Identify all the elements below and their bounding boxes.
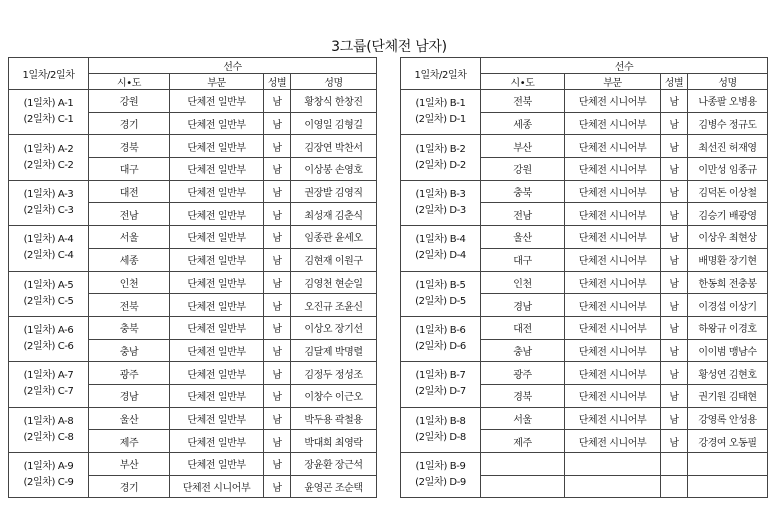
gender-cell: 남 xyxy=(264,248,291,271)
names-cell: 강영록 안성용 xyxy=(688,407,768,430)
header-category: 부문 xyxy=(170,74,264,90)
names-cell: 임종관 윤세오 xyxy=(291,226,377,249)
table-row xyxy=(9,362,377,385)
gender-cell: 남 xyxy=(661,362,688,385)
round-cell xyxy=(401,271,481,316)
region-cell: 광주 xyxy=(89,362,170,385)
round-label: (1일차) B-2 xyxy=(415,143,466,155)
region-cell: 강원 xyxy=(481,158,565,181)
gender-cell: 남 xyxy=(661,430,688,453)
region-cell: 울산 xyxy=(481,226,565,249)
gender-cell: 남 xyxy=(264,430,291,453)
region-cell xyxy=(481,475,565,498)
category-cell: 단체전 시니어부 xyxy=(565,226,661,249)
region-cell: 전남 xyxy=(89,203,170,226)
gender-cell xyxy=(661,453,688,476)
region-cell: 경남 xyxy=(481,294,565,317)
category-cell: 단체전 일반부 xyxy=(170,203,264,226)
names-cell: 김장연 박찬서 xyxy=(291,135,377,158)
round-cell xyxy=(401,362,481,407)
table-row xyxy=(9,180,377,203)
region-cell: 제주 xyxy=(481,430,565,453)
group-table-right xyxy=(400,57,768,498)
header-names: 성명 xyxy=(291,74,377,90)
names-cell: 이상오 장기선 xyxy=(291,316,377,339)
category-cell: 단체전 시니어부 xyxy=(565,158,661,181)
round-label: (1일차) A-2 xyxy=(23,143,74,155)
round-label: (2일차) D-3 xyxy=(415,204,466,216)
table-row xyxy=(401,135,768,158)
names-cell: 하왕규 이경호 xyxy=(688,316,768,339)
gender-cell: 남 xyxy=(264,294,291,317)
gender-cell: 남 xyxy=(661,203,688,226)
round-label: (2일차) C-9 xyxy=(23,477,74,489)
names-cell: 장윤환 장근석 xyxy=(291,453,377,476)
names-cell: 이만성 임종규 xyxy=(688,158,768,181)
names-cell: 강경여 오동필 xyxy=(688,430,768,453)
names-cell: 배명환 장기현 xyxy=(688,248,768,271)
names-cell: 김병수 정규도 xyxy=(688,112,768,135)
names-cell: 나종팔 오병용 xyxy=(688,90,768,113)
category-cell: 단체전 시니어부 xyxy=(565,203,661,226)
region-cell: 경북 xyxy=(481,384,565,407)
round-cell xyxy=(9,362,89,407)
table-row xyxy=(401,271,768,294)
region-cell: 대전 xyxy=(481,316,565,339)
names-cell: 이영일 김형길 xyxy=(291,112,377,135)
category-cell: 단체전 시니어부 xyxy=(565,135,661,158)
names-cell: 김승기 배광영 xyxy=(688,203,768,226)
header-gender: 성별 xyxy=(661,74,688,90)
category-cell: 단체전 일반부 xyxy=(170,112,264,135)
header-region: 시•도 xyxy=(89,74,170,90)
table-row xyxy=(401,362,768,385)
round-label: (2일차) D-1 xyxy=(415,114,466,126)
header-category: 부문 xyxy=(565,74,661,90)
round-cell xyxy=(401,453,481,498)
round-label: (1일차) A-8 xyxy=(23,415,74,427)
gender-cell: 남 xyxy=(264,90,291,113)
table-row xyxy=(9,316,377,339)
region-cell: 부산 xyxy=(89,453,170,476)
names-cell: 권기원 김태현 xyxy=(688,384,768,407)
round-label: (1일차) A-3 xyxy=(23,188,74,200)
table-row xyxy=(9,135,377,158)
round-label: (2일차) C-6 xyxy=(23,341,74,353)
category-cell: 단체전 시니어부 xyxy=(565,430,661,453)
header-round: 1일차/2일차 xyxy=(401,58,481,90)
names-cell: 이상봉 손영호 xyxy=(291,158,377,181)
round-label: (2일차) C-5 xyxy=(23,295,74,307)
gender-cell: 남 xyxy=(661,158,688,181)
names-cell: 권장발 김영직 xyxy=(291,180,377,203)
names-cell: 박두용 곽철용 xyxy=(291,407,377,430)
gender-cell xyxy=(661,475,688,498)
region-cell: 세종 xyxy=(481,112,565,135)
gender-cell: 남 xyxy=(264,453,291,476)
gender-cell: 남 xyxy=(264,407,291,430)
header-player: 선수 xyxy=(89,58,377,74)
region-cell: 서울 xyxy=(481,407,565,430)
group-table-left xyxy=(8,57,377,498)
table-row xyxy=(401,453,768,476)
region-cell: 전남 xyxy=(481,203,565,226)
category-cell: 단체전 일반부 xyxy=(170,90,264,113)
table-row xyxy=(401,316,768,339)
category-cell: 단체전 시니어부 xyxy=(565,407,661,430)
gender-cell: 남 xyxy=(661,226,688,249)
category-cell: 단체전 시니어부 xyxy=(565,90,661,113)
region-cell: 서울 xyxy=(89,226,170,249)
round-label: (2일차) C-8 xyxy=(23,431,74,443)
gender-cell: 남 xyxy=(264,158,291,181)
region-cell: 충북 xyxy=(89,316,170,339)
gender-cell: 남 xyxy=(264,316,291,339)
category-cell: 단체전 일반부 xyxy=(170,248,264,271)
names-cell: 김영천 현순일 xyxy=(291,271,377,294)
category-cell: 단체전 일반부 xyxy=(170,294,264,317)
round-label: (1일차) A-9 xyxy=(23,461,74,473)
region-cell: 전북 xyxy=(89,294,170,317)
names-cell: 최성재 김춘식 xyxy=(291,203,377,226)
names-cell xyxy=(688,475,768,498)
round-cell xyxy=(9,453,89,498)
gender-cell: 남 xyxy=(264,112,291,135)
region-cell: 경기 xyxy=(89,112,170,135)
gender-cell: 남 xyxy=(661,180,688,203)
round-label: (1일차) B-8 xyxy=(415,415,466,427)
region-cell: 경남 xyxy=(89,384,170,407)
round-label: (1일차) B-1 xyxy=(415,98,466,110)
gender-cell: 남 xyxy=(661,271,688,294)
names-cell: 황성연 김현호 xyxy=(688,362,768,385)
gender-cell: 남 xyxy=(264,203,291,226)
round-label: (1일차) A-5 xyxy=(23,279,74,291)
gender-cell: 남 xyxy=(264,362,291,385)
gender-cell: 남 xyxy=(264,384,291,407)
round-label: (2일차) D-4 xyxy=(415,250,466,262)
round-label: (1일차) B-4 xyxy=(415,234,466,246)
round-label: (1일차) B-7 xyxy=(415,370,466,382)
round-label: (2일차) D-9 xyxy=(415,477,466,489)
round-label: (2일차) D-7 xyxy=(415,386,466,398)
category-cell xyxy=(565,475,661,498)
region-cell: 충남 xyxy=(89,339,170,362)
table-row xyxy=(9,271,377,294)
names-cell: 이상우 최현상 xyxy=(688,226,768,249)
region-cell: 대구 xyxy=(481,248,565,271)
category-cell: 단체전 일반부 xyxy=(170,339,264,362)
names-cell: 황창식 한창진 xyxy=(291,90,377,113)
names-cell: 박대희 최영락 xyxy=(291,430,377,453)
region-cell: 전북 xyxy=(481,90,565,113)
category-cell xyxy=(565,453,661,476)
gender-cell: 남 xyxy=(661,316,688,339)
round-cell xyxy=(9,226,89,271)
round-cell xyxy=(401,90,481,135)
gender-cell: 남 xyxy=(661,112,688,135)
region-cell: 광주 xyxy=(481,362,565,385)
category-cell: 단체전 시니어부 xyxy=(565,316,661,339)
region-cell: 대전 xyxy=(89,180,170,203)
region-cell: 경기 xyxy=(89,475,170,498)
table-row xyxy=(401,226,768,249)
region-cell: 충남 xyxy=(481,339,565,362)
table-row xyxy=(9,453,377,476)
names-cell: 김정두 정성조 xyxy=(291,362,377,385)
gender-cell: 남 xyxy=(661,294,688,317)
round-cell xyxy=(401,316,481,361)
table-row xyxy=(401,407,768,430)
gender-cell: 남 xyxy=(264,475,291,498)
category-cell: 단체전 시니어부 xyxy=(565,362,661,385)
category-cell: 단체전 시니어부 xyxy=(565,339,661,362)
category-cell: 단체전 일반부 xyxy=(170,271,264,294)
round-label: (1일차) B-5 xyxy=(415,279,466,291)
names-cell xyxy=(688,453,768,476)
region-cell: 강원 xyxy=(89,90,170,113)
round-label: (1일차) A-4 xyxy=(23,234,74,246)
round-label: (2일차) C-4 xyxy=(23,250,74,262)
gender-cell: 남 xyxy=(264,135,291,158)
header-gender: 성별 xyxy=(264,74,291,90)
table-row xyxy=(401,90,768,113)
round-label: (2일차) C-1 xyxy=(23,114,74,126)
table-row xyxy=(401,180,768,203)
category-cell: 단체전 일반부 xyxy=(170,362,264,385)
gender-cell: 남 xyxy=(264,339,291,362)
category-cell: 단체전 시니어부 xyxy=(565,180,661,203)
round-cell xyxy=(9,180,89,225)
region-cell: 인천 xyxy=(89,271,170,294)
names-cell: 이이범 맹남수 xyxy=(688,339,768,362)
category-cell: 단체전 일반부 xyxy=(170,135,264,158)
round-label: (2일차) C-2 xyxy=(23,159,74,171)
round-cell xyxy=(401,407,481,452)
category-cell: 단체전 시니어부 xyxy=(565,248,661,271)
region-cell: 대구 xyxy=(89,158,170,181)
table-row xyxy=(9,407,377,430)
category-cell: 단체전 일반부 xyxy=(170,316,264,339)
names-cell: 김덕돈 이상철 xyxy=(688,180,768,203)
region-cell: 제주 xyxy=(89,430,170,453)
round-label: (2일차) C-7 xyxy=(23,386,74,398)
round-cell xyxy=(9,135,89,180)
header-round: 1일차/2일차 xyxy=(9,58,89,90)
category-cell: 단체전 시니어부 xyxy=(565,384,661,407)
page-title: 3그룹(단체전 남자) xyxy=(331,39,447,55)
category-cell: 단체전 일반부 xyxy=(170,430,264,453)
category-cell: 단체전 일반부 xyxy=(170,226,264,249)
gender-cell: 남 xyxy=(264,180,291,203)
round-cell xyxy=(401,226,481,271)
category-cell: 단체전 시니어부 xyxy=(565,271,661,294)
region-cell xyxy=(481,453,565,476)
category-cell: 단체전 시니어부 xyxy=(565,112,661,135)
category-cell: 단체전 일반부 xyxy=(170,158,264,181)
table-row xyxy=(9,226,377,249)
round-cell xyxy=(9,407,89,452)
names-cell: 윤영곤 조순택 xyxy=(291,475,377,498)
names-cell: 최선진 허재영 xyxy=(688,135,768,158)
category-cell: 단체전 일반부 xyxy=(170,453,264,476)
round-cell xyxy=(401,180,481,225)
gender-cell: 남 xyxy=(264,226,291,249)
header-names: 성명 xyxy=(688,74,768,90)
gender-cell: 남 xyxy=(661,407,688,430)
names-cell: 김현재 이원구 xyxy=(291,248,377,271)
category-cell: 단체전 시니어부 xyxy=(565,294,661,317)
region-cell: 경북 xyxy=(89,135,170,158)
round-cell xyxy=(9,316,89,361)
gender-cell: 남 xyxy=(661,248,688,271)
names-cell: 이창수 이근오 xyxy=(291,384,377,407)
region-cell: 충북 xyxy=(481,180,565,203)
round-label: (1일차) A-7 xyxy=(23,370,74,382)
gender-cell: 남 xyxy=(661,384,688,407)
region-cell: 부산 xyxy=(481,135,565,158)
category-cell: 단체전 일반부 xyxy=(170,407,264,430)
region-cell: 인천 xyxy=(481,271,565,294)
round-label: (1일차) A-6 xyxy=(23,325,74,337)
round-label: (2일차) D-8 xyxy=(415,431,466,443)
header-player: 선수 xyxy=(481,58,768,74)
round-cell xyxy=(9,90,89,135)
gender-cell: 남 xyxy=(661,135,688,158)
round-cell xyxy=(401,135,481,180)
round-label: (2일차) D-2 xyxy=(415,159,466,171)
gender-cell: 남 xyxy=(661,90,688,113)
gender-cell: 남 xyxy=(264,271,291,294)
region-cell: 울산 xyxy=(89,407,170,430)
round-label: (2일차) C-3 xyxy=(23,204,74,216)
gender-cell: 남 xyxy=(661,339,688,362)
category-cell: 단체전 시니어부 xyxy=(170,475,264,498)
round-label: (1일차) B-3 xyxy=(415,188,466,200)
round-label: (1일차) A-1 xyxy=(23,98,74,110)
names-cell: 한동희 전충봉 xyxy=(688,271,768,294)
round-label: (2일차) D-6 xyxy=(415,341,466,353)
round-label: (2일차) D-5 xyxy=(415,295,466,307)
category-cell: 단체전 일반부 xyxy=(170,180,264,203)
names-cell: 이경섭 이상기 xyxy=(688,294,768,317)
names-cell: 오진규 조윤신 xyxy=(291,294,377,317)
round-label: (1일차) B-6 xyxy=(415,325,466,337)
category-cell: 단체전 일반부 xyxy=(170,384,264,407)
round-cell xyxy=(9,271,89,316)
header-region: 시•도 xyxy=(481,74,565,90)
round-label: (1일차) B-9 xyxy=(415,461,466,473)
names-cell: 김달제 박명렬 xyxy=(291,339,377,362)
region-cell: 세종 xyxy=(89,248,170,271)
table-row xyxy=(9,90,377,113)
